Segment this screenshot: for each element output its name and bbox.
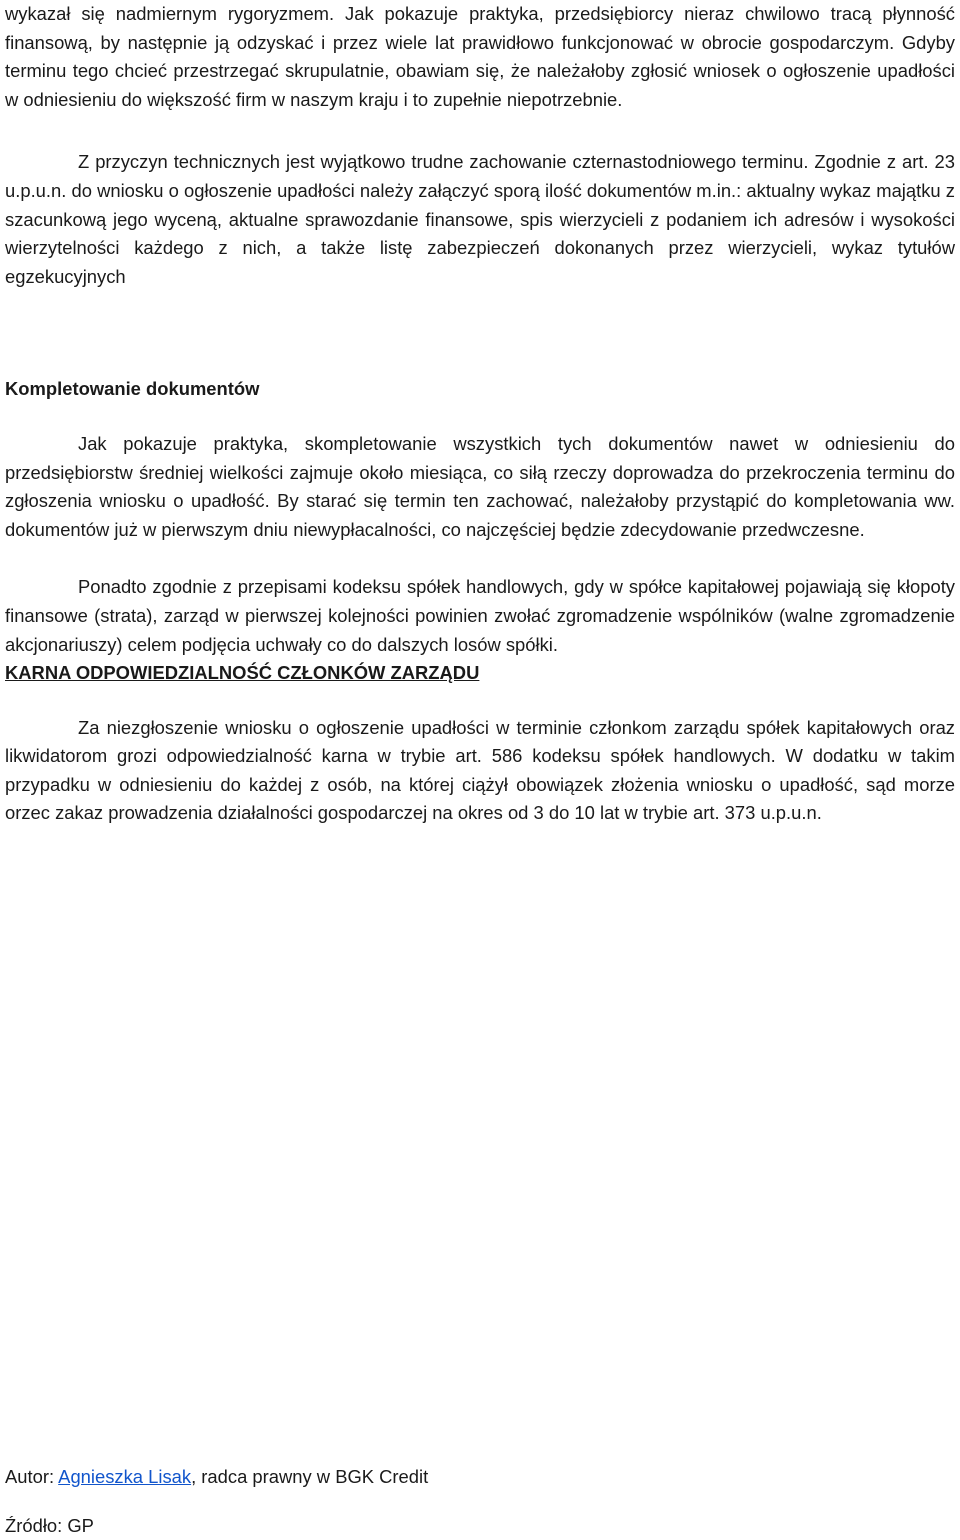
documents-paragraph-2: Ponadto zgodnie z przepisami kodeksu spółek handlowych, gdy w spółce kapitałowej pojawiają się kłopoty finansowe (strata), zarząd w pierwszej kolejności powinien zwołać zgromadzenie wspólników (walne zgromadzenie akcjonariuszy) celem podjęcia uchwały co do dalszych losów spółki. [5, 576, 955, 655]
document-page [5, 0, 955, 828]
section-heading-documents: Kompletowanie dokumentów [5, 378, 260, 400]
author-link[interactable]: Agnieszka Lisak [58, 1466, 192, 1487]
liability-paragraph-1: Za niezgłoszenie wniosku o ogłoszenie upadłości w terminie członkom zarządu spółek kapitałowych oraz likwidatorom grozi odpowiedzialność karna w trybie art. 586 kodeksu spółek handlowych. W dodatku w takim przypadku w odniesieniu do każdej z osób, na której ciążył obowiązek złożenia wniosku o upadłość, sąd morze orzec zakaz prowadzenia działalności gospodarczej na okres od 3 do 10 lat w trybie art. 373 u.p.u.n. [5, 716, 955, 824]
author-line [5, 1463, 428, 1491]
author-suffix: , radca prawny w BGK Credit [191, 1466, 429, 1487]
section-heading-liability: KARNA ODPOWIEDZIALNOŚĆ CZŁONKÓW ZARZĄDU [5, 662, 480, 684]
intro-paragraph: wykazał się nadmiernym rygoryzmem. Jak pokazuje praktyka, przedsiębiorcy nieraz chwilowo tracą płynność finansową, by następnie ją odzyskać i przez wiele lat prawidłowo funkcjonować w obrocie gospodarczym. Gdyby terminu tego chcieć przestrzegać skrupulatnie, obawiam się, że należałoby zgłosić wniosek o ogłoszenie upadłości w odniesieniu do większość firm w naszym kraju i to zupełnie niepotrzebnie. [5, 3, 955, 110]
documents-paragraph-1: Jak pokazuje praktyka, skompletowanie wszystkich tych dokumentów nawet w odniesieniu do przedsiębiorstw średniej wielkości zajmuje około miesiąca, co siłą rzeczy doprowadza do przekroczenia terminu do zgłoszenia wniosku o upadłość. By starać się termin ten zachować, należałoby przystąpić do kompletowania ww. dokumentów już w pierwszym dniu niewypłacalności, co najczęściej będzie zdecydowanie przedwczesne. [5, 432, 955, 540]
source-line: Źródło: GP [5, 1515, 94, 1536]
author-prefix: Autor: [5, 1466, 59, 1487]
technical-paragraph: Z przyczyn technicznych jest wyjątkowo trudne zachowanie czternastodniowego terminu. Zgodnie z art. 23 u.p.u.n. do wniosku o ogłoszenie upadłości należy załączyć sporą ilość dokumentów m.in.: aktualny wykaz majątku z szacunkową jego wyceną, aktualne sprawozdanie finansowe, spis wierzycieli z podaniem ich adresów i wysokości wierzytelności każdego z nich, a także listę zabezpieczeń dokonanych przez wierzycieli, wykaz tytułów egzekucyjnych [5, 151, 955, 287]
